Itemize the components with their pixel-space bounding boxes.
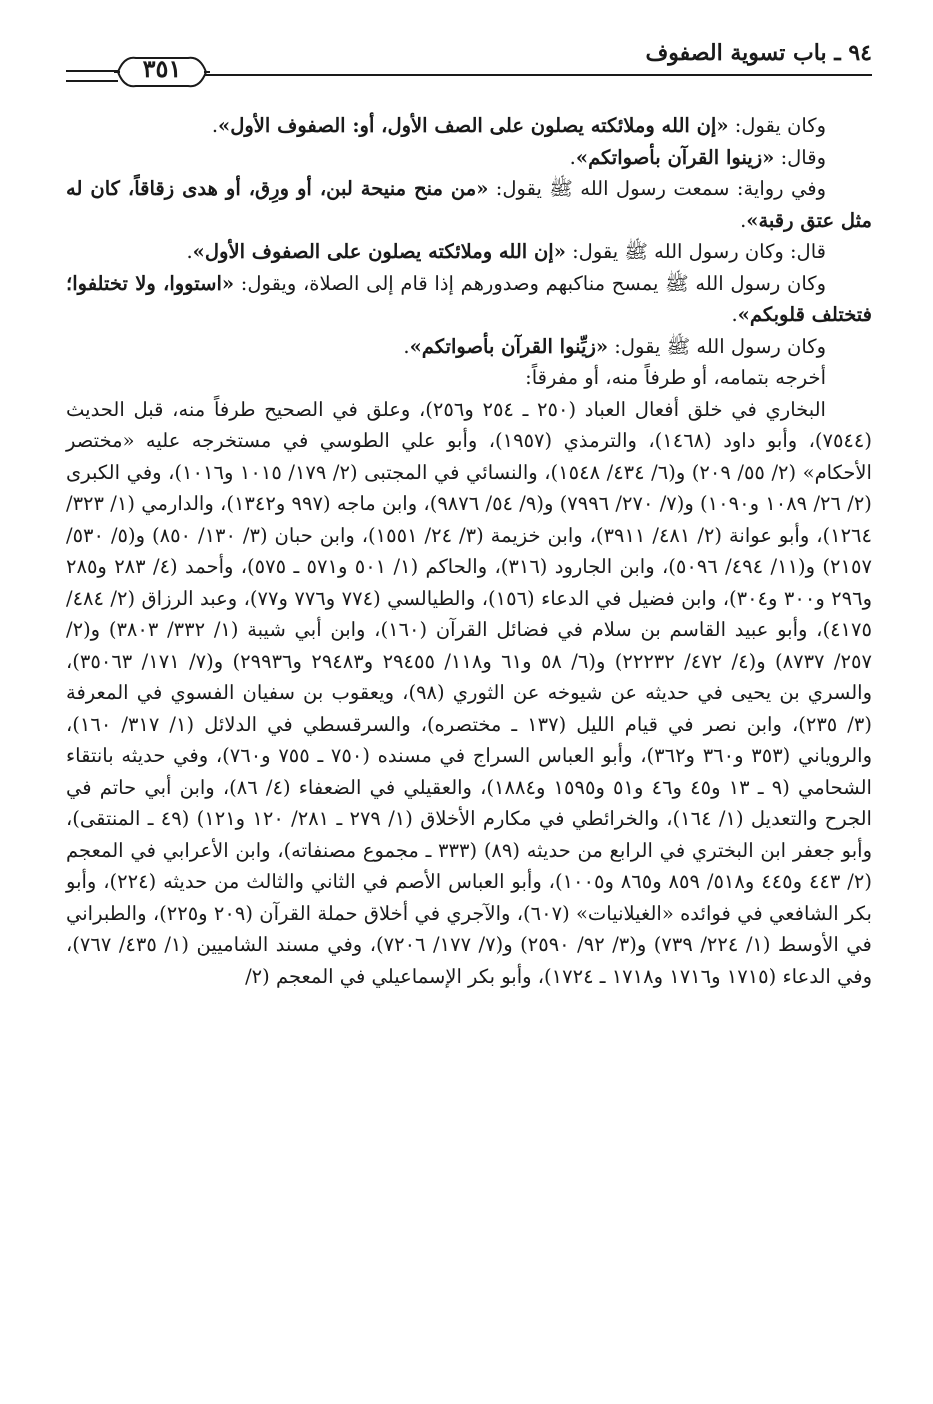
paragraph-text: قال: وكان رسول الله ﷺ يقول: xyxy=(565,240,826,263)
header-rule-left xyxy=(66,70,118,82)
paragraph-text: . xyxy=(731,303,738,326)
page-header xyxy=(66,34,872,94)
paragraph-text: وفي رواية: سمعت رسول الله ﷺ يقول: xyxy=(488,177,826,200)
paragraph xyxy=(66,142,872,174)
paragraph xyxy=(66,236,872,268)
hadith-quote: «استووا، ولا تختلفوا؛ فتختلف قلوبكم» xyxy=(66,271,872,326)
paragraph xyxy=(66,110,872,142)
paragraph xyxy=(66,173,872,236)
paragraph-text: وكان رسول الله ﷺ يمسح مناكبهم وصدورهم إذا قام إلى الصلاة، ويقول: xyxy=(234,271,826,295)
hadith-quote: «إن الله وملائكته يصلون على الصفوف الأول» xyxy=(192,240,566,263)
hadith-quote: «من منح منيحة لبن، أو ورِق، أو هدى زقاقاً، كان له مثل عتق رقبة» xyxy=(66,177,872,232)
hadith-quote: «زيِّنوا القرآن بأصواتكم» xyxy=(409,334,609,358)
paragraph xyxy=(66,394,872,993)
hadith-quote: «إن الله وملائكته يصلون على الصف الأول، أو: الصفوف الأول» xyxy=(218,114,729,137)
paragraph xyxy=(66,362,872,394)
paragraph-text: . xyxy=(211,114,219,137)
paragraph-text: وكان رسول الله ﷺ يقول: xyxy=(608,334,826,358)
paragraph xyxy=(66,268,872,331)
paragraph-text: . xyxy=(186,240,193,263)
paragraph-text: أخرجه بتمامه، أو طرفاً منه، أو مفرقاً: xyxy=(525,366,826,389)
paragraph-text: . xyxy=(403,334,410,358)
page-number-badge xyxy=(114,50,210,94)
paragraph xyxy=(66,331,872,363)
body-text xyxy=(66,110,872,992)
paragraph-text: البخاري في خلق أفعال العباد (٢٥٠ ـ ٢٥٤ و٢٥٦)، وعلق في الصحيح طرفاً منه، قبل الحديث (٧٥٤٤)، وأبو داود (١٤٦٨)، والترمذي (١٩٥٧)، وأبو علي الطوسي في مستخرجه عليه «مختصر الأحكام» (٢/ ٥٥/ ٢٠٩) و(٦/ ٤٣٤/ ١٥٤٨)، والنسائي في المجتبى (٢/ ١٧٩/ ١٠١٥ و١٠١٦)، وفي الكبرى (٢/ ٢٦/ ١٠٨٩ و١٠٩٠) و(٧/ ٢٧٠/ ٧٩٩٦) و(٩/ ٥٤/ ٩٨٧٦)، وابن ماجه (٩٩٧ و١٣٤٢)، والدارمي (١/ ٣٢٣/ ١٢٦٤)، وأبو عوانة (٢/ ٤٨١/ ٣٩١١)، وابن خزيمة (٣/ ٢٤/ ١٥٥١)، وابن حبان (٣/ ١٣٠/ ٨٥٠) و(٥/ ٥٣٠/ ٢١٥٧) و(١١/ ٤٩٤/ ٥٠٩٦)، وابن الجارود (٣١٦)، والحاكم (١/ ٥٠١ و٥٧١ ـ ٥٧٥)، وأحمد (٤/ ٢٨٣ و٢٨٥ و٢٩٦ و٣٠٠ و٣٠٤)، وابن فضيل في الدعاء (١٥٦)، والطيالسي (٧٧٤ و٧٧٦ و٧٧)، وعبد الرزاق (٢/ ٤٨٤/ ٤١٧٥)، وأبو عبيد القاسم بن سلام في فضائل القرآن (١٦٠)، وابن أبي شيبة (١/ ٣٣٢/ ٣٨٠٣) و(٢/ ٢٥٧/ ٨٧٣٧) و(٤/ ٤٧٢/ ٢٢٢٣٢) و(٦/ ٥٨ و٦١ و١١٨/ ٢٩٤٥٥ و٢٩٤٨٣ و٢٩٩٣٦) و(٧/ ١٧١/ ٣٥٠٦٣)، والسري بن يحيى في حديثه عن شيوخه عن الثوري (٩٨)، ويعقوب بن سفيان الفسوي في المعرفة (٣/ ٢٣٥)، وابن نصر في قيام الليل (١٣٧ ـ مختصره)، والسرقسطي في الدلائل (١/ ٣١٧/ ١٦٠)، والروياني (٣٥٣ و٣٦٠ و٣٦٢)، وأبو العباس السراج في مسنده (٧٥٠ ـ ٧٥٥ و٧٦٠)، وفي حديثه بانتقاء الشحامي (٩ ـ ١٣ و٤٥ و٤٦ و٥١ و١٥٩٥ و١٨٨٤)، والعقيلي في الضعفاء (٤/ ٨٦)، وابن أبي حاتم في الجرح والتعديل (١/ ١٦٤)، والخرائطي في مكارم الأخلاق (١/ ٢٧٩ ـ ٢٨١/ ١٢٠ و١٢١) (٤٩ ـ المنتقى)، وأبو جعفر ابن البختري في الرابع من حديثه (٨٩) (٣٣٣ ـ مجموع مصنفاته)، وابن الأعرابي في المعجم (٢/ ٤٤٣ و٤٤٥ و٥١٨/ ٨٥٩ و٨٦٥ و١٠٠٥)، وأبو العباس الأصم في الثاني والثالث من حديثه (٢٢٤)، وأبو بكر الشافعي في فوائده «الغيلانيات» (٦٠٧)، والآجري في أخلاق حملة القرآن (٢٠٩ و٢٢٥)، والطبراني في الأوسط (١/ ٢٢٤/ ٧٣٩) و(٣/ ٩٢/ ٢٥٩٠) و(٧/ ١٧٧/ ٧٢٠٦)، وفي مسند الشاميين (١/ ٤٣٥/ ٧٦٧)، وفي الدعاء (١٧١٥ و١٧١٦ و١٧١٨ ـ ١٧٢٤)، وأبو بكر الإسماعيلي في المعجم (٢/ xyxy=(66,397,873,988)
paragraph-text: . xyxy=(740,208,747,232)
chapter-title: ٩٤ ـ باب تسوية الصفوف xyxy=(645,40,872,66)
paragraph-text: وكان يقول: xyxy=(728,114,826,137)
paragraph-text: وقال: xyxy=(774,145,826,169)
header-rule xyxy=(186,74,872,76)
paragraph-text: . xyxy=(569,145,576,169)
hadith-quote: «زينوا القرآن بأصواتكم» xyxy=(575,145,775,169)
page-number: ٣٥١ xyxy=(142,54,182,83)
